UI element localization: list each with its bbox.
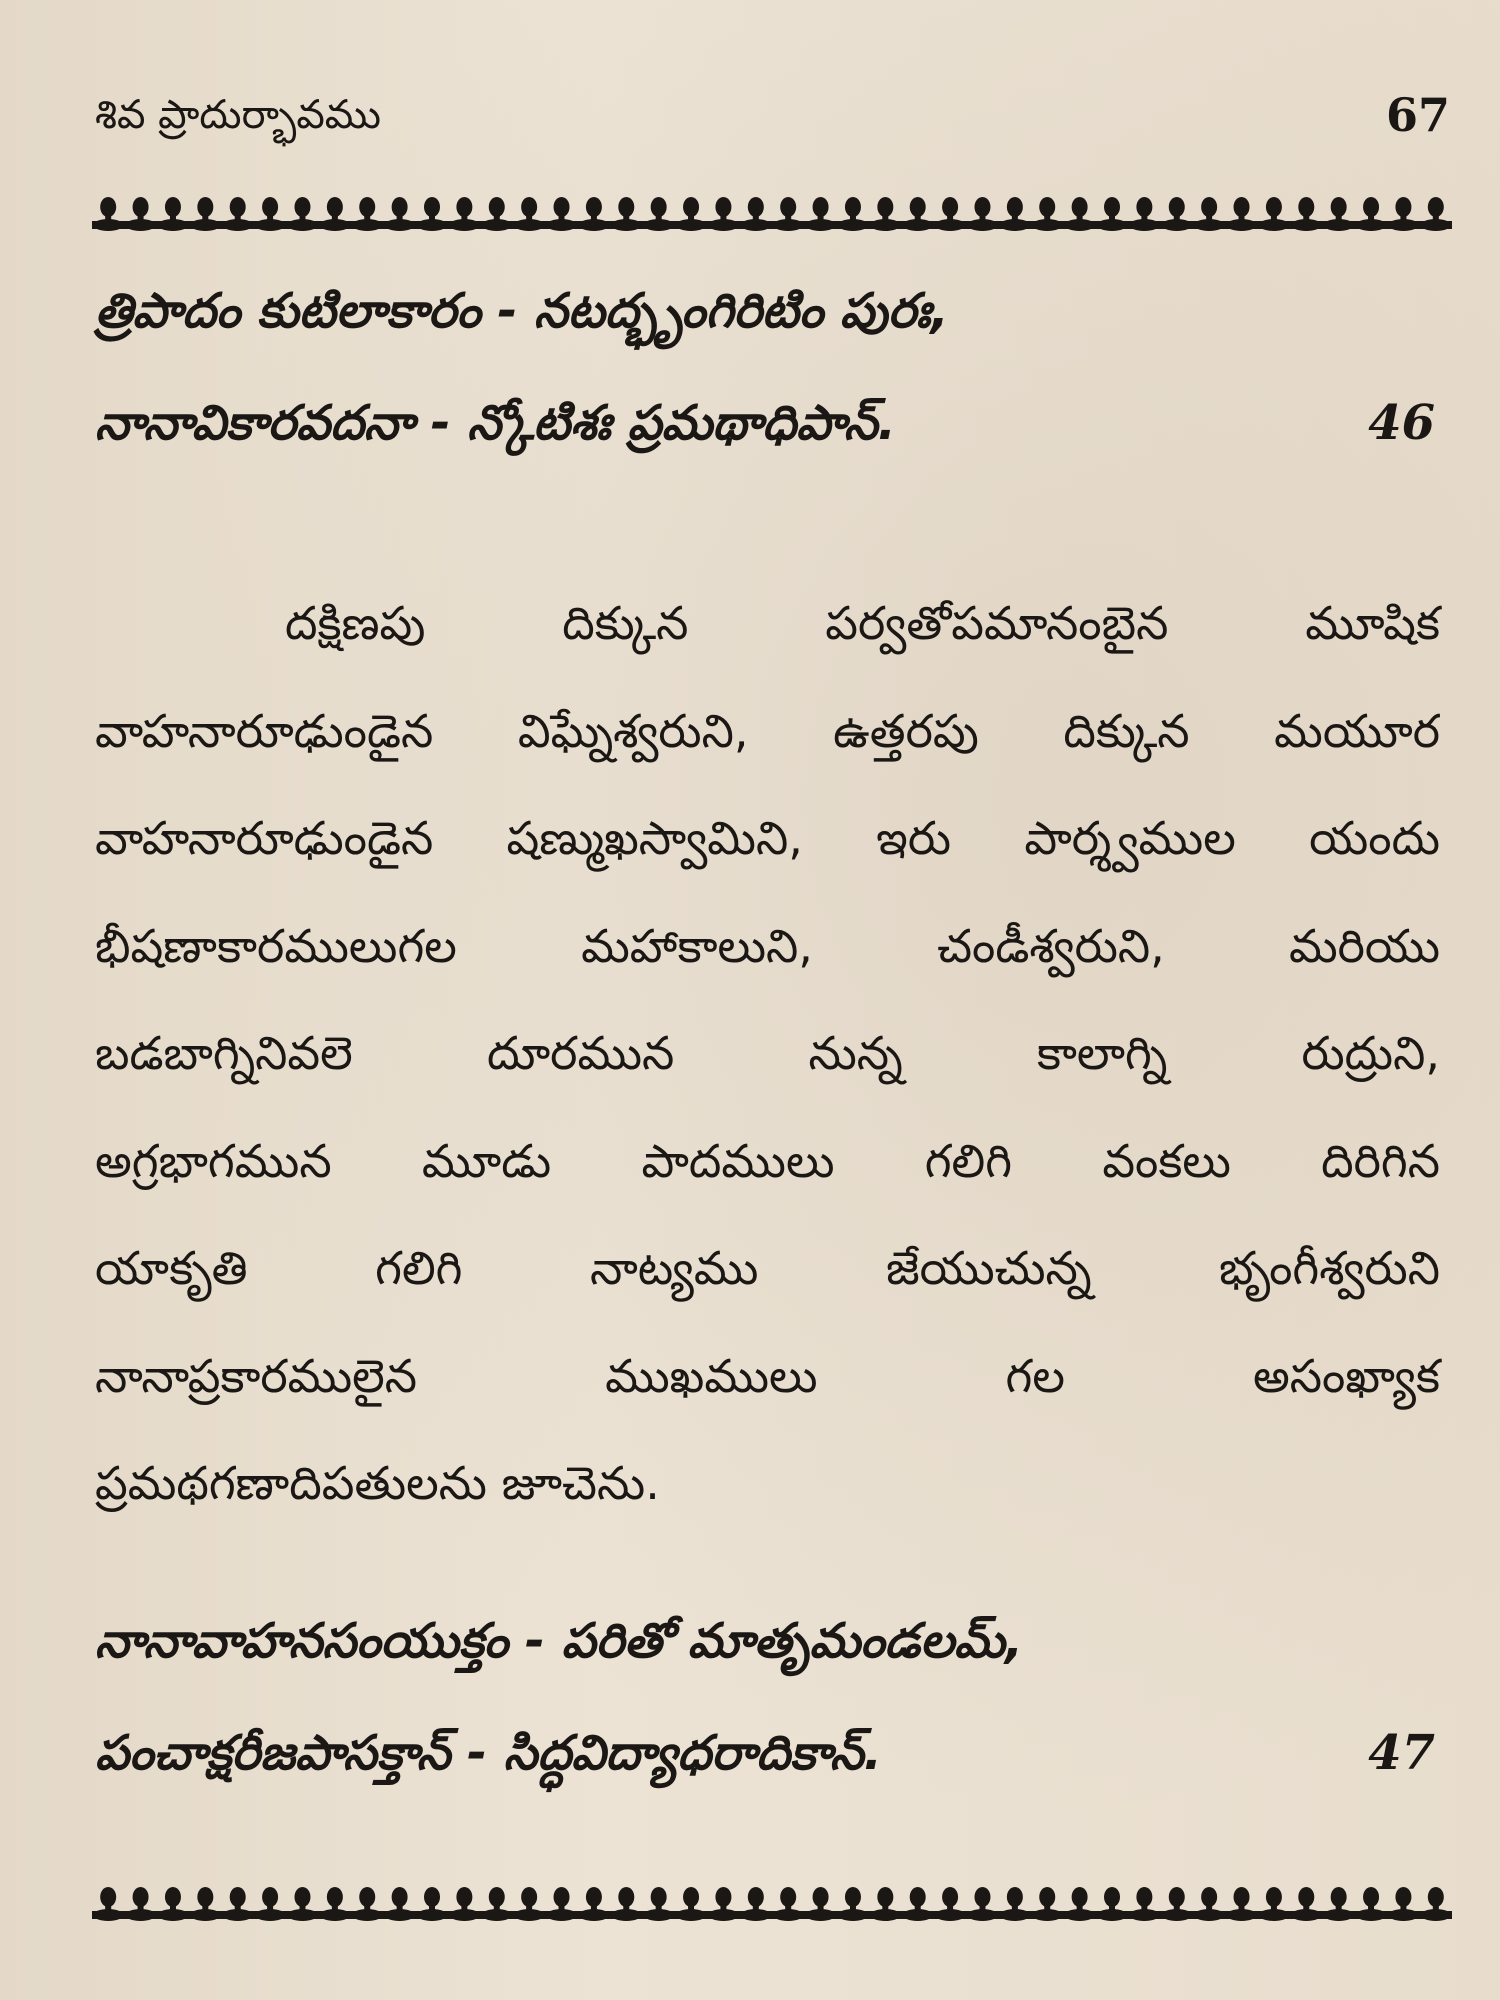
lotus-bud-icon — [1162, 197, 1192, 231]
lotus-bud-border-icon — [92, 195, 1452, 235]
lotus-bud-icon — [676, 197, 706, 231]
lotus-bud-icon — [514, 1887, 544, 1921]
lotus-bud-icon — [579, 197, 609, 231]
lotus-bud-icon — [1291, 1887, 1321, 1921]
lotus-bud-icon — [1032, 1887, 1062, 1921]
page-number: 67 — [1385, 88, 1450, 142]
lotus-bud-icon — [838, 197, 868, 231]
verse-46-line-1: త్రిపాదం కుటిలాకారం - నటద్భృంగిరిటిం పురః, — [95, 283, 949, 339]
prose-line: భీషణాకారములుగల మహాకాలుని, చండీశ్వరుని, మరియు — [95, 918, 1440, 973]
lotus-bud-icon — [1421, 197, 1451, 231]
lotus-bud-icon — [93, 197, 123, 231]
lotus-bud-icon — [190, 1887, 220, 1921]
verse-47-line-2 — [95, 1697, 1435, 1809]
lotus-bud-icon — [741, 197, 771, 231]
lotus-bud-icon — [547, 1887, 577, 1921]
lotus-bud-icon — [190, 197, 220, 231]
lotus-bud-icon — [644, 197, 674, 231]
lotus-bud-icon — [1129, 197, 1159, 231]
lotus-bud-icon — [1324, 1887, 1354, 1921]
lotus-bud-icon — [1097, 1887, 1127, 1921]
verse-46 — [95, 255, 1435, 479]
verse-47-line-2-text: పంచాక్షరీజపాసక్తాన్ - సిద్ధవిద్యాధరాదికాన్. — [95, 1725, 882, 1781]
lotus-bud-icon — [903, 1887, 933, 1921]
prose-line: వాహనారూఢుండైన విఘ్నేశ్వరుని, ఉత్తరపు దిక్కున మయూర — [95, 703, 1440, 758]
lotus-bud-icon — [676, 1887, 706, 1921]
lotus-bud-icon — [158, 197, 188, 231]
lotus-bud-icon — [1194, 1887, 1224, 1921]
verse-number: 47 — [1368, 1725, 1435, 1781]
lotus-bud-icon — [320, 197, 350, 231]
lotus-bud-icon — [417, 1887, 447, 1921]
lotus-bud-icon — [1000, 1887, 1030, 1921]
lotus-bud-icon — [644, 1887, 674, 1921]
verse-46-line-2 — [95, 367, 1435, 479]
prose-line: బడబాగ్నినివలె దూరమున నున్న కాలాగ్ని రుద్రుని, — [95, 1026, 1440, 1080]
lotus-bud-icon — [708, 1887, 738, 1921]
lotus-bud-icon — [967, 197, 997, 231]
lotus-bud-icon — [385, 1887, 415, 1921]
prose-line: యాకృతి గలిగి నాట్యము జేయుచున్న భృంగీశ్వరుని — [95, 1241, 1440, 1295]
lotus-bud-icon — [967, 1887, 997, 1921]
verse-47-line-1: నానావాహనసంయుక్తం - పరితో మాతృమండలమ్, — [95, 1613, 1024, 1669]
lotus-bud-icon — [417, 197, 447, 231]
lotus-bud-icon — [126, 197, 156, 231]
lotus-bud-icon — [223, 197, 253, 231]
lotus-bud-icon — [482, 1887, 512, 1921]
lotus-bud-icon — [1032, 197, 1062, 231]
lotus-bud-icon — [1388, 1887, 1418, 1921]
lotus-bud-icon — [255, 1887, 285, 1921]
verse-46-line-2-text: నానావికారవదనా - న్కోటిశః ప్రమథాధిపాన్. — [95, 395, 896, 451]
lotus-bud-icon — [158, 1887, 188, 1921]
lotus-bud-icon — [611, 197, 641, 231]
lotus-bud-icon — [352, 1887, 382, 1921]
lotus-bud-icon — [838, 1887, 868, 1921]
lotus-bud-icon — [1259, 197, 1289, 231]
lotus-bud-icon — [903, 197, 933, 231]
prose-line: వాహనారూఢుండైన షణ్ముఖస్వామిని, ఇరు పార్శ్వముల యందు — [95, 811, 1440, 865]
lotus-bud-icon — [870, 1887, 900, 1921]
lotus-bud-icon — [1129, 1887, 1159, 1921]
lotus-bud-icon — [611, 1887, 641, 1921]
prose-paragraph — [95, 570, 1440, 1538]
lotus-bud-icon — [1097, 197, 1127, 231]
prose-line: ప్రమథగణాదిపతులను జూచెను. — [95, 1456, 660, 1510]
lotus-bud-icon — [773, 1887, 803, 1921]
lotus-bud-icon — [255, 197, 285, 231]
prose-line: అగ్రభాగమున మూడు పాదములు గలిగి వంకలు దిరిగిన — [95, 1133, 1440, 1188]
lotus-bud-icon — [708, 197, 738, 231]
bottom-ornament-border — [92, 1885, 1452, 1925]
verse-47 — [95, 1585, 1435, 1809]
lotus-bud-icon — [1000, 197, 1030, 231]
lotus-bud-icon — [449, 1887, 479, 1921]
lotus-bud-icon — [352, 197, 382, 231]
lotus-bud-icon — [514, 197, 544, 231]
lotus-bud-icon — [1065, 197, 1095, 231]
lotus-bud-icon — [579, 1887, 609, 1921]
lotus-bud-icon — [1259, 1887, 1289, 1921]
lotus-bud-icon — [1227, 1887, 1257, 1921]
lotus-bud-icon — [1065, 1887, 1095, 1921]
prose-line: దక్షిణపు దిక్కున పర్వతోపమానంబైన మూషిక — [285, 596, 1440, 650]
prose-line: నానాప్రకారములైన ముఖములు గల అసంఖ్యాక — [95, 1348, 1440, 1403]
lotus-bud-icon — [1356, 197, 1386, 231]
lotus-bud-icon — [1194, 197, 1224, 231]
lotus-bud-icon — [126, 1887, 156, 1921]
lotus-bud-icon — [1388, 197, 1418, 231]
lotus-bud-border-icon — [92, 1885, 1452, 1925]
lotus-bud-icon — [806, 1887, 836, 1921]
lotus-bud-icon — [287, 197, 317, 231]
lotus-bud-icon — [741, 1887, 771, 1921]
lotus-bud-icon — [287, 1887, 317, 1921]
lotus-bud-icon — [773, 197, 803, 231]
lotus-bud-icon — [320, 1887, 350, 1921]
lotus-bud-icon — [935, 197, 965, 231]
lotus-bud-icon — [449, 197, 479, 231]
lotus-bud-icon — [1324, 197, 1354, 231]
lotus-bud-icon — [870, 197, 900, 231]
lotus-bud-icon — [1291, 197, 1321, 231]
lotus-bud-icon — [1421, 1887, 1451, 1921]
lotus-bud-icon — [935, 1887, 965, 1921]
lotus-bud-icon — [223, 1887, 253, 1921]
running-title: శివ ప్రాదుర్భావము — [95, 92, 381, 138]
lotus-bud-icon — [93, 1887, 123, 1921]
lotus-bud-icon — [1162, 1887, 1192, 1921]
lotus-bud-icon — [806, 197, 836, 231]
lotus-bud-icon — [482, 197, 512, 231]
lotus-bud-icon — [547, 197, 577, 231]
top-ornament-border — [92, 195, 1452, 235]
lotus-bud-icon — [385, 197, 415, 231]
lotus-bud-icon — [1356, 1887, 1386, 1921]
lotus-bud-icon — [1227, 197, 1257, 231]
verse-number: 46 — [1368, 395, 1435, 451]
